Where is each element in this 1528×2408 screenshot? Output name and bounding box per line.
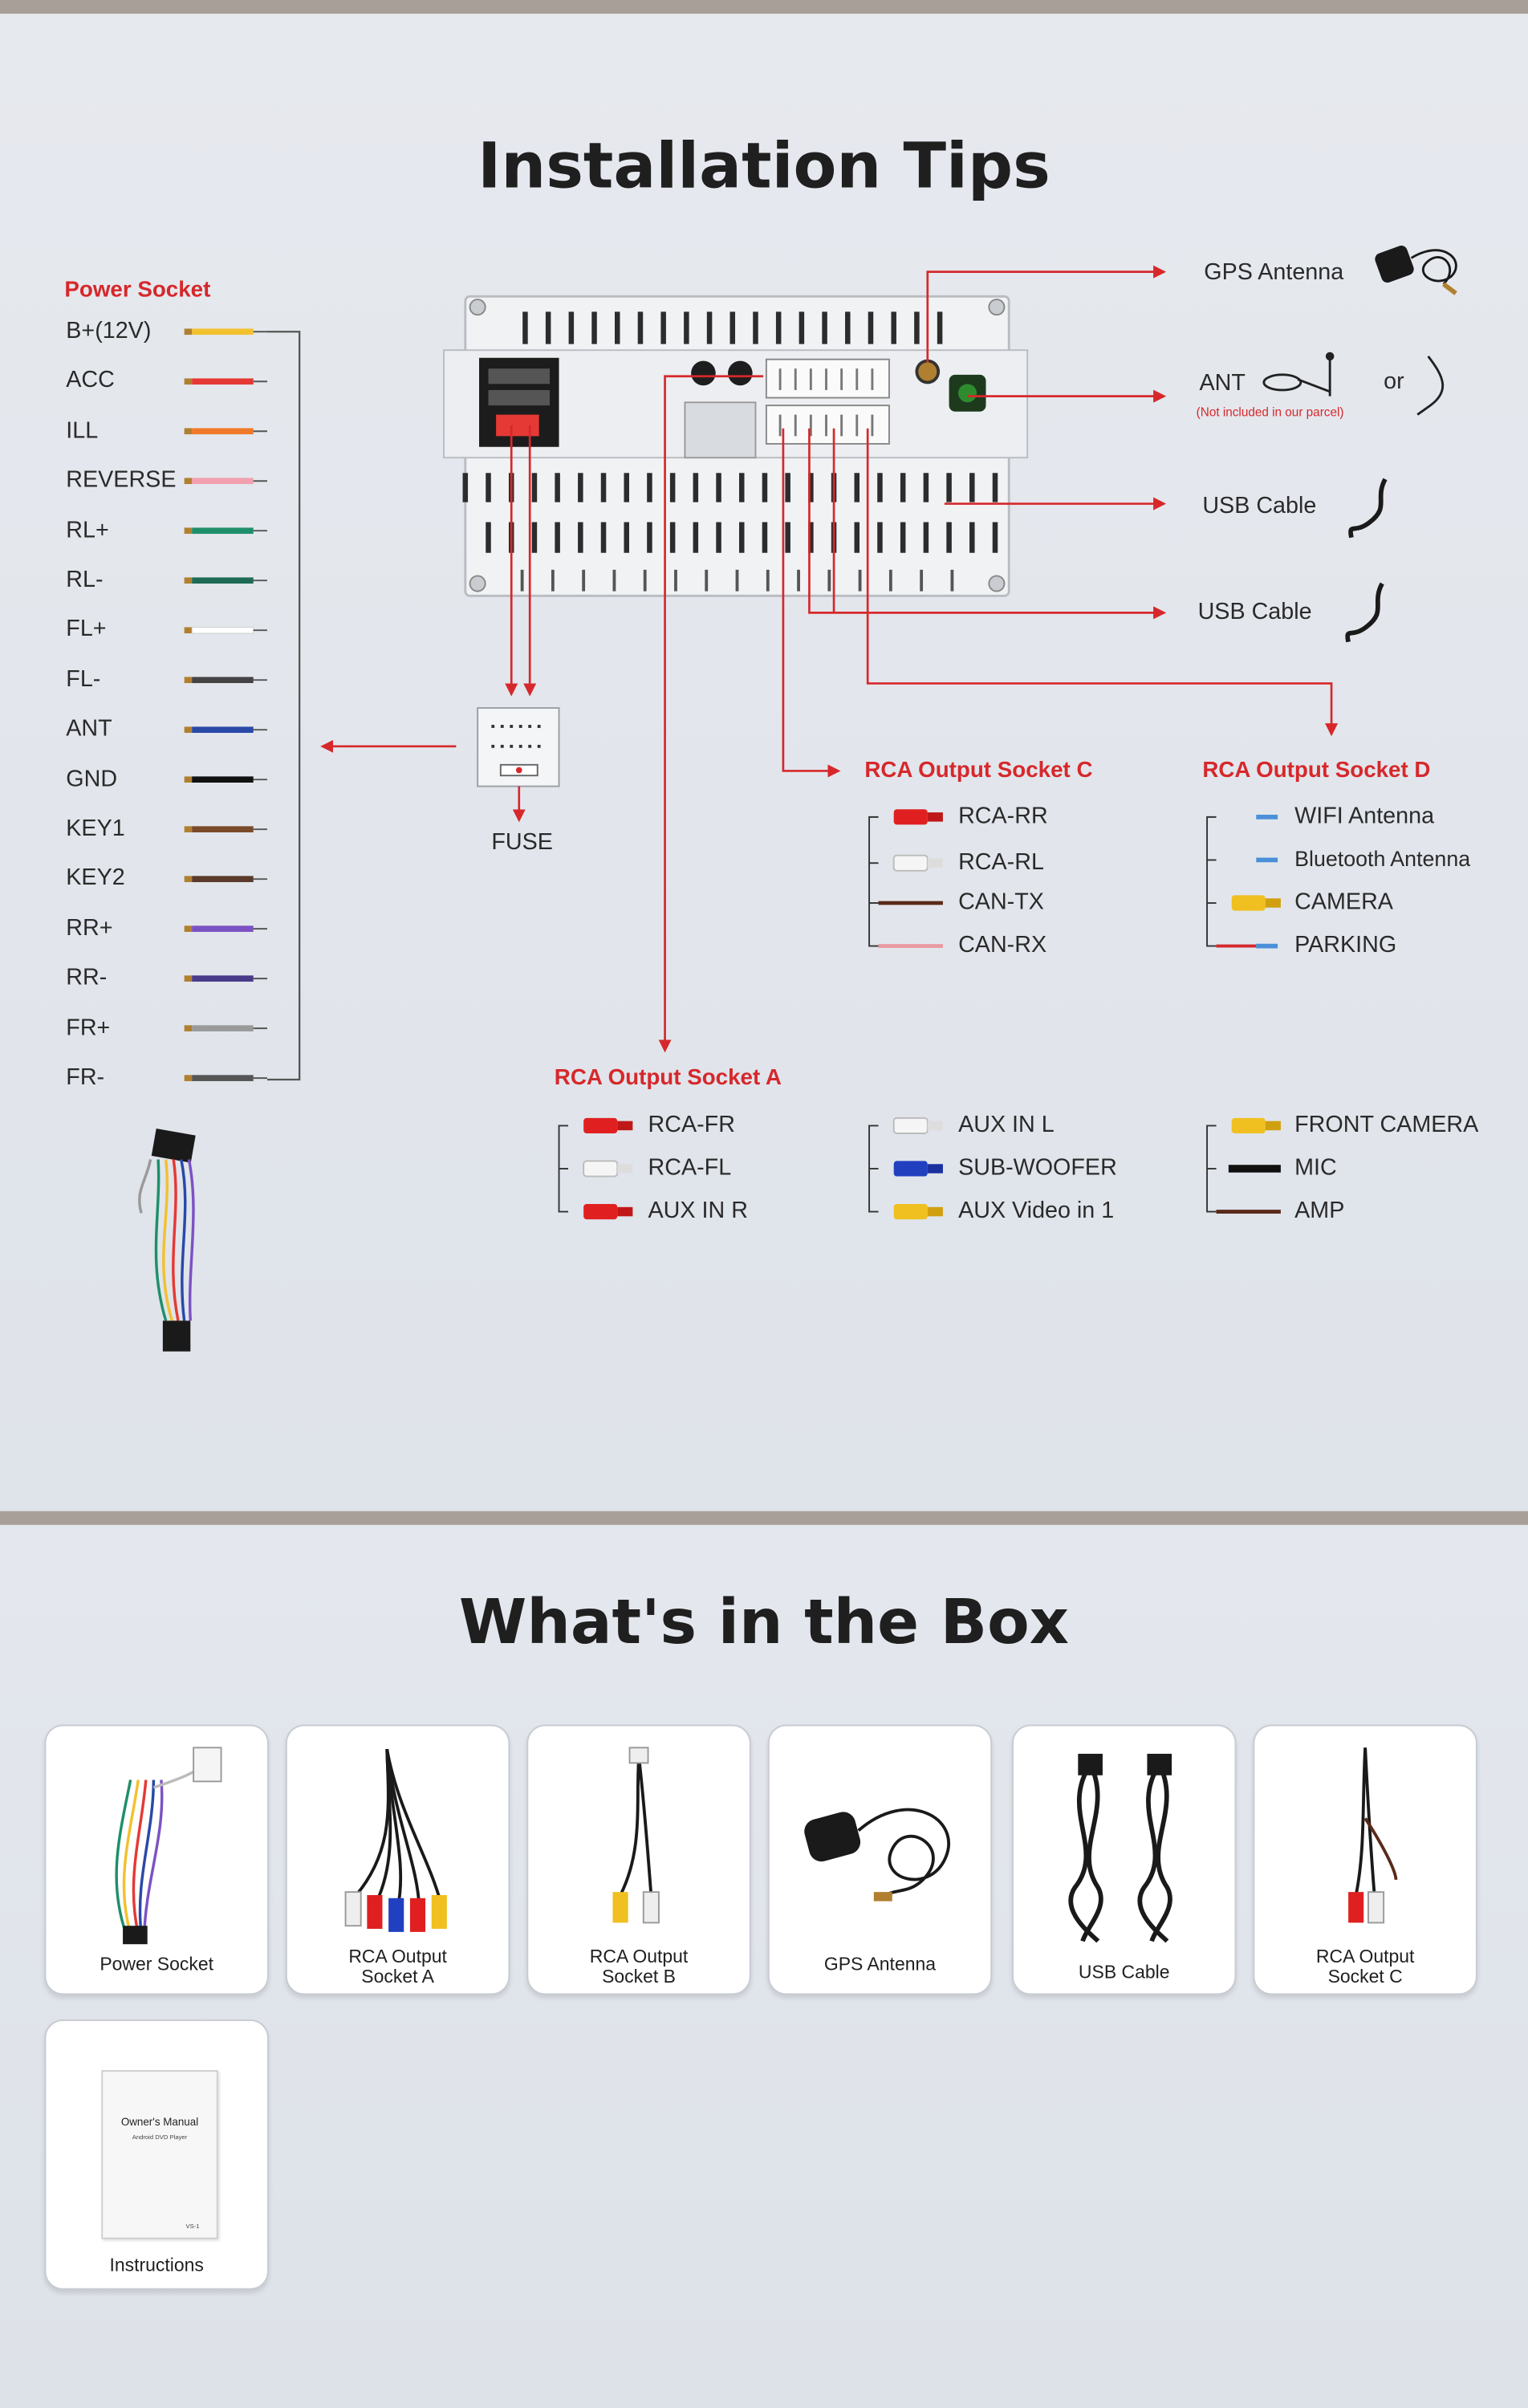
power-socket-wire-label: GND [66, 765, 118, 792]
power-wire [192, 975, 254, 982]
socket-c-plugs [879, 809, 943, 946]
usb-cable-illustration-2 [1347, 584, 1382, 642]
usb-cable-image [1014, 1727, 1235, 1957]
wire-terminal [185, 876, 193, 882]
power-wire [192, 328, 254, 335]
box-title: What's in the Box [458, 1588, 1070, 1659]
wire-terminal [185, 328, 193, 335]
ant-note: (Not included in our parcel) [1196, 405, 1344, 420]
wire-terminal [185, 1075, 193, 1081]
wire-terminal [185, 378, 193, 384]
box-item-label: Power Socket [100, 1953, 214, 1975]
socket-e-item: AMP [1294, 1198, 1345, 1224]
box-item-power-socket [44, 1725, 268, 1995]
power-wire [192, 527, 254, 534]
power-socket-wire-label: FL- [66, 665, 101, 693]
box-item-label: Socket B [602, 1965, 676, 1987]
power-socket-wire-label: RR- [66, 964, 108, 991]
power-socket-wire-label: RR+ [66, 914, 113, 942]
power-wire [192, 1075, 254, 1081]
socket-e-plugs [1217, 1118, 1281, 1212]
power-socket-image [46, 1727, 267, 1957]
power-socket-wire-label: ANT [66, 715, 112, 742]
wire-terminal [185, 627, 193, 633]
socket-d-item: WIFI Antenna [1294, 803, 1435, 830]
power-socket-wire-label: RL- [66, 566, 104, 593]
box-item-rca-socket-b [526, 1725, 750, 1995]
usb-cable-illustration-1 [1351, 479, 1385, 538]
wire-terminal [185, 975, 193, 982]
gps-antenna-image [770, 1727, 991, 1949]
power-socket-wire-label: ACC [66, 368, 115, 394]
socket-c-item: CAN-RX [958, 932, 1047, 958]
box-item-label: Socket A [361, 1965, 434, 1987]
installation-title: Installation Tips [478, 128, 1050, 203]
socket-b-plugs [894, 1118, 943, 1219]
box-item-instructions [44, 2020, 268, 2290]
power-wire [192, 478, 254, 484]
wire-terminal [185, 1025, 193, 1031]
power-wire [192, 378, 254, 384]
power-wire [192, 428, 254, 434]
head-unit [444, 296, 1027, 596]
power-socket-wire-label: FL+ [66, 616, 107, 643]
wire-terminal [185, 826, 193, 832]
socket-c-item: CAN-TX [958, 889, 1044, 916]
box-item-gps-antenna [768, 1725, 992, 1995]
socket-d-item: CAMERA [1294, 889, 1393, 916]
socket-d-title: RCA Output Socket D [1202, 759, 1431, 783]
box-item-usb-cable [1012, 1725, 1236, 1995]
power-wire [192, 627, 254, 633]
rca-socket-c-image [1254, 1727, 1476, 1949]
socket-a-item: RCA-FR [648, 1112, 735, 1138]
fuse-label: FUSE [491, 829, 553, 856]
power-wire [192, 776, 254, 783]
socket-c-item: RCA-RL [958, 849, 1044, 876]
power-socket-wire-label: FR- [66, 1064, 105, 1091]
socket-a-plugs [583, 1118, 632, 1219]
socket-d-plugs [1217, 817, 1281, 946]
wire-terminal [185, 478, 193, 484]
box-item-label: GPS Antenna [823, 1953, 937, 1975]
power-socket-wire-label: KEY2 [66, 864, 125, 892]
power-socket-wire-label: REVERSE [66, 466, 177, 494]
box-item-rca-socket-c [1253, 1725, 1477, 1995]
wire-terminal [185, 925, 193, 932]
ant-label: ANT [1199, 370, 1246, 397]
manual-subtitle: Android DVD Player [132, 2133, 188, 2142]
wire-terminal [185, 726, 193, 733]
middle-divider-band [0, 1511, 1528, 1525]
box-item-rca-socket-a [286, 1725, 510, 1995]
power-wire [192, 726, 254, 733]
power-wire [192, 876, 254, 882]
box-item-label: RCA Output [1315, 1946, 1415, 1967]
gps-antenna-label: GPS Antenna [1204, 259, 1344, 286]
socket-a-item: RCA-FL [648, 1154, 732, 1182]
power-socket-bracket [267, 332, 299, 1080]
manual-title: Owner's Manual [120, 2117, 199, 2129]
ant-or-label: or [1384, 368, 1404, 395]
gps-antenna-illustration [1373, 244, 1456, 294]
socket-e-item: FRONT CAMERA [1294, 1112, 1479, 1138]
socket-c-item: RCA-RR [958, 803, 1048, 830]
rca-socket-a-image [287, 1727, 509, 1949]
socket-e-item: MIC [1294, 1154, 1337, 1182]
power-socket-title: Power Socket [64, 278, 211, 303]
power-socket-wire-label: FR+ [66, 1014, 111, 1041]
box-item-label: RCA Output [348, 1946, 447, 1967]
socket-a-item: AUX IN R [648, 1198, 748, 1224]
power-socket-wire-label: KEY1 [66, 815, 125, 842]
manual-code: VS-1 [185, 2222, 200, 2231]
power-wire [192, 925, 254, 932]
socket-c-title: RCA Output Socket C [864, 759, 1093, 783]
rca-socket-b-image [528, 1727, 750, 1949]
socket-a-title: RCA Output Socket A [554, 1065, 782, 1091]
socket-b-item: AUX IN L [958, 1112, 1055, 1138]
power-socket-wire-label: RL+ [66, 516, 109, 543]
box-item-label: USB Cable [1078, 1961, 1170, 1983]
power-wire [192, 1025, 254, 1031]
socket-d-item: PARKING [1294, 932, 1397, 958]
wire-terminal [185, 677, 193, 683]
socket-b-item: SUB-WOOFER [958, 1154, 1117, 1182]
power-socket-wires [185, 328, 267, 1081]
power-socket-wire-label: ILL [66, 417, 99, 444]
box-item-label: Socket C [1327, 1965, 1403, 1987]
wire-terminal [185, 527, 193, 534]
box-item-label: RCA Output [589, 1946, 689, 1967]
power-socket-wire-label: B+(12V) [66, 318, 152, 344]
socket-d-item: Bluetooth Antenna [1294, 846, 1471, 871]
wire-terminal [185, 577, 193, 584]
owners-manual-image [101, 2070, 217, 2239]
power-harness-illustration [140, 1129, 196, 1352]
usb-cable-label-1: USB Cable [1202, 493, 1317, 519]
usb-cable-label-2: USB Cable [1197, 599, 1312, 625]
wire-terminal [185, 776, 193, 783]
wire-terminal [185, 428, 193, 434]
socket-b-item: AUX Video in 1 [958, 1198, 1115, 1224]
power-wire [192, 577, 254, 584]
box-item-label: Instructions [109, 2254, 204, 2276]
power-wire [192, 826, 254, 832]
power-wire [192, 677, 254, 683]
fuse-box [478, 708, 559, 787]
